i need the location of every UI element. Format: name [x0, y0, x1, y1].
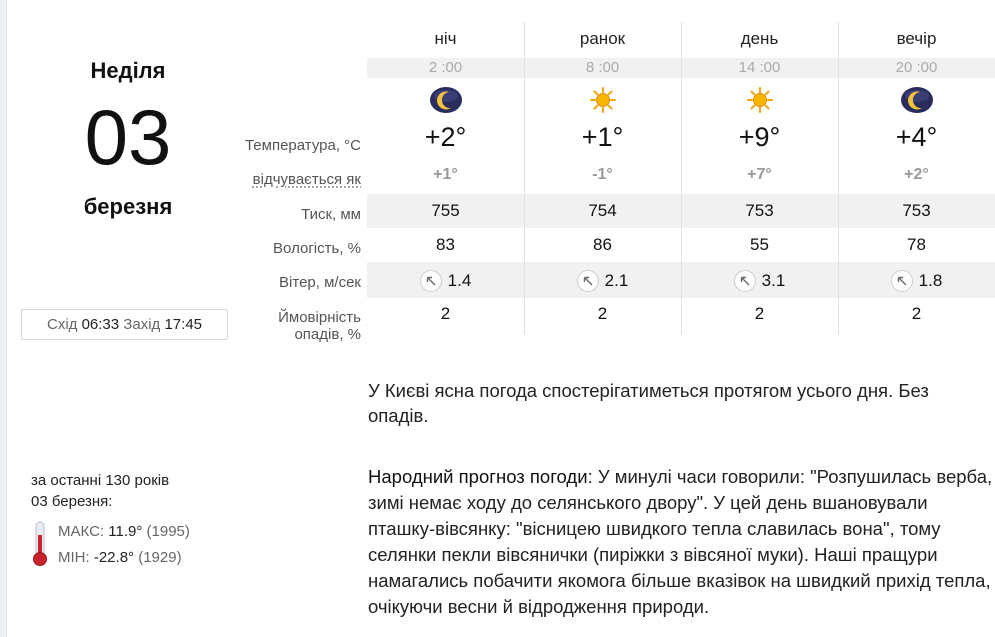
- feels-like-value: +7°: [747, 166, 772, 183]
- pressure-label: Тиск, мм: [301, 206, 361, 223]
- period-time: 8 :00: [585, 59, 620, 76]
- history-line2: 03 березня:: [31, 493, 113, 510]
- pressure-value: 754: [588, 201, 617, 220]
- wind-direction-icon: [577, 270, 599, 292]
- pressure-value: 753: [902, 201, 931, 220]
- humidity-value: 78: [907, 235, 926, 254]
- pressure-value: 755: [431, 201, 460, 220]
- history-min-label: МІН:: [58, 549, 90, 566]
- wind-speed: 1.4: [447, 271, 472, 290]
- precip-label-line1: Ймовірність: [278, 309, 361, 326]
- feels-like-label[interactable]: відчувається як: [252, 171, 361, 188]
- moon-icon: [429, 86, 463, 114]
- wind-cell: [524, 268, 681, 294]
- period-name: ранок: [579, 29, 626, 48]
- wind-speed: 1.8: [918, 271, 943, 290]
- humidity-value: 55: [750, 235, 769, 254]
- pressure-value: 753: [745, 201, 774, 220]
- period-name: ніч: [434, 29, 457, 48]
- period-name: день: [740, 29, 779, 48]
- period-time: 20 :00: [895, 59, 938, 76]
- moon-icon: [900, 86, 934, 114]
- wind-cell: [681, 268, 838, 294]
- folk-forecast-heading: Народний прогноз погоди: [368, 466, 588, 487]
- weekday: Неділя: [90, 58, 166, 83]
- feels-like-value: -1°: [592, 166, 613, 183]
- period-name: вечір: [896, 29, 937, 48]
- temperature-label: Температура, °C: [244, 137, 361, 154]
- feels-like-value: +1°: [433, 166, 458, 183]
- folk-forecast: [368, 464, 993, 620]
- period-time: 2 :00: [428, 59, 463, 76]
- history-min-year: (1929): [138, 549, 182, 566]
- history-min-value: -22.8°: [93, 549, 135, 566]
- history-caption: [31, 470, 169, 512]
- day-number: 03: [84, 93, 172, 181]
- wind-speed: 2.1: [604, 271, 629, 290]
- history-max-year: (1995): [146, 523, 190, 540]
- sunrise-sunset-box: [21, 309, 228, 340]
- precip-value: 2: [754, 304, 765, 323]
- sun-icon: [589, 86, 617, 114]
- temperature-value: +4°: [895, 122, 938, 152]
- history-max-label: МАКС:: [58, 523, 105, 540]
- wind-label: Вітер, м/сек: [279, 274, 361, 291]
- wind-speed: 3.1: [761, 271, 786, 290]
- humidity-value: 83: [436, 235, 455, 254]
- history-min: [58, 549, 182, 566]
- left-edge-shadow: [0, 0, 7, 637]
- sunrise-label: Схід: [46, 316, 78, 333]
- precip-label-line2: опадів, %: [294, 326, 361, 343]
- thermometer-icon: [30, 521, 50, 567]
- history-max: [58, 523, 190, 540]
- wind-direction-icon: [734, 270, 756, 292]
- wind-direction-icon: [420, 270, 442, 292]
- humidity-label: Вологість, %: [273, 240, 361, 257]
- sun-icon: [746, 86, 774, 114]
- month-name: березня: [83, 194, 173, 219]
- sunset-label: Захід: [123, 316, 161, 333]
- history-max-value: 11.9°: [108, 523, 143, 540]
- temperature-value: +1°: [581, 122, 624, 152]
- sunrise-time: 06:33: [81, 316, 120, 333]
- wind-direction-icon: [891, 270, 913, 292]
- temperature-value: +9°: [738, 122, 781, 152]
- temperature-value: +2°: [424, 122, 467, 152]
- period-time: 14 :00: [738, 59, 781, 76]
- wind-cell: [367, 268, 524, 294]
- feels-like-value: +2°: [904, 166, 929, 183]
- precip-value: 2: [440, 304, 451, 323]
- weather-description: У Києві ясна погода спостерігатиметься протягом усього дня. Без опадів.: [368, 380, 929, 426]
- precip-value: 2: [911, 304, 922, 323]
- precip-value: 2: [597, 304, 608, 323]
- history-line1: за останні 130 років: [31, 472, 170, 489]
- folk-forecast-text: : У минулі часи говорили: "Розпушилась верба, зимі немає ходу до селянського двору". У цей день вшановували пташку-вівсянку: "вісницею швидкого тепла славилась вона", тому селянки пекли вівсянички (пиріжки з вівсяної муки). Наші пращури намагались побачити якомога більше вказівок на швидкий прихід тепла, очікуючи весни й відродження природи.: [368, 466, 993, 617]
- sunset-time: 17:45: [164, 316, 203, 333]
- wind-cell: [838, 268, 995, 294]
- humidity-value: 86: [593, 235, 612, 254]
